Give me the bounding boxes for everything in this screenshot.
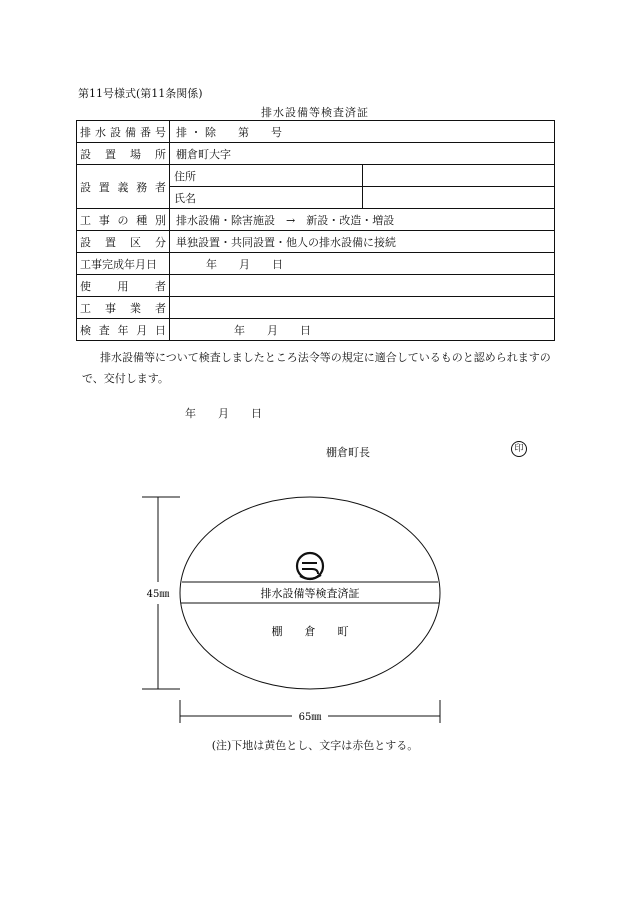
- value-contractor: [170, 297, 555, 319]
- label-user: [77, 275, 170, 297]
- label-text: 排 水 設 備 番 号: [80, 125, 166, 139]
- label-address: 住所: [170, 165, 363, 187]
- label-name: 氏名: [170, 187, 363, 209]
- value-work-type: 排水設備・除害施設 → 新設・改造・増設: [170, 209, 555, 231]
- band-text: 排水設備等検査済証: [260, 587, 360, 600]
- value-address: [362, 165, 555, 187]
- table-row: [77, 319, 555, 341]
- label-text: 検 査 年 月 日: [80, 323, 166, 337]
- color-note: (注)下地は黄色とし、文字は赤色とする。: [211, 739, 419, 752]
- value-inspection-date: 年 月 日: [170, 319, 555, 341]
- table-row: [77, 231, 555, 253]
- width-label: 65㎜: [298, 712, 322, 723]
- stamp-diagram: [130, 490, 450, 725]
- value-completion-date: 年 月 日: [170, 253, 555, 275]
- value-user: [170, 275, 555, 297]
- label-contractor: [77, 297, 170, 319]
- table-row: [77, 297, 555, 319]
- label-drain-number: [77, 121, 170, 143]
- label-obligor: [77, 165, 170, 209]
- label-text: 設 置 区 分: [80, 235, 166, 249]
- value-name: [362, 187, 555, 209]
- table-row: [77, 209, 555, 231]
- certification-statement: 排水設備等について検査しましたところ法令等の規定に適合しているものと認められますので、交付します。: [82, 351, 551, 385]
- table-row: [77, 165, 555, 187]
- value-location: 棚倉町大字: [170, 143, 555, 165]
- value-install-type: 単独設置・共同設置・他人の排水設備に接続: [170, 231, 555, 253]
- issue-date: 年 月 日: [185, 407, 262, 420]
- form-number-label: 第11号様式(第11条関係): [78, 87, 203, 100]
- table-row: [77, 121, 555, 143]
- label-text: 工 事 の 種 別: [80, 213, 166, 227]
- table-row: [77, 143, 555, 165]
- value-drain-number: 排 ・ 除 第 号: [170, 121, 555, 143]
- table-row: [77, 275, 555, 297]
- label-inspection-date: [77, 319, 170, 341]
- label-text: 使 用 者: [80, 279, 166, 293]
- table-row: [77, 253, 555, 275]
- label-text: 工 事 業 者: [80, 301, 166, 315]
- town-text: 棚 倉 町: [271, 625, 349, 638]
- label-install-type: [77, 231, 170, 253]
- height-label: 45㎜: [146, 589, 170, 600]
- label-location: [77, 143, 170, 165]
- label-text: 設 置 場 所: [80, 147, 166, 161]
- seal-mark: 印: [511, 441, 527, 457]
- label-work-type: [77, 209, 170, 231]
- label-text: 設 置 義 務 者: [80, 180, 166, 194]
- certificate-table: [76, 120, 555, 341]
- document-title: 排水設備等検査済証: [261, 106, 369, 119]
- mayor-title: 棚倉町長: [326, 446, 370, 459]
- label-completion-date: 工事完成年月日: [77, 253, 170, 275]
